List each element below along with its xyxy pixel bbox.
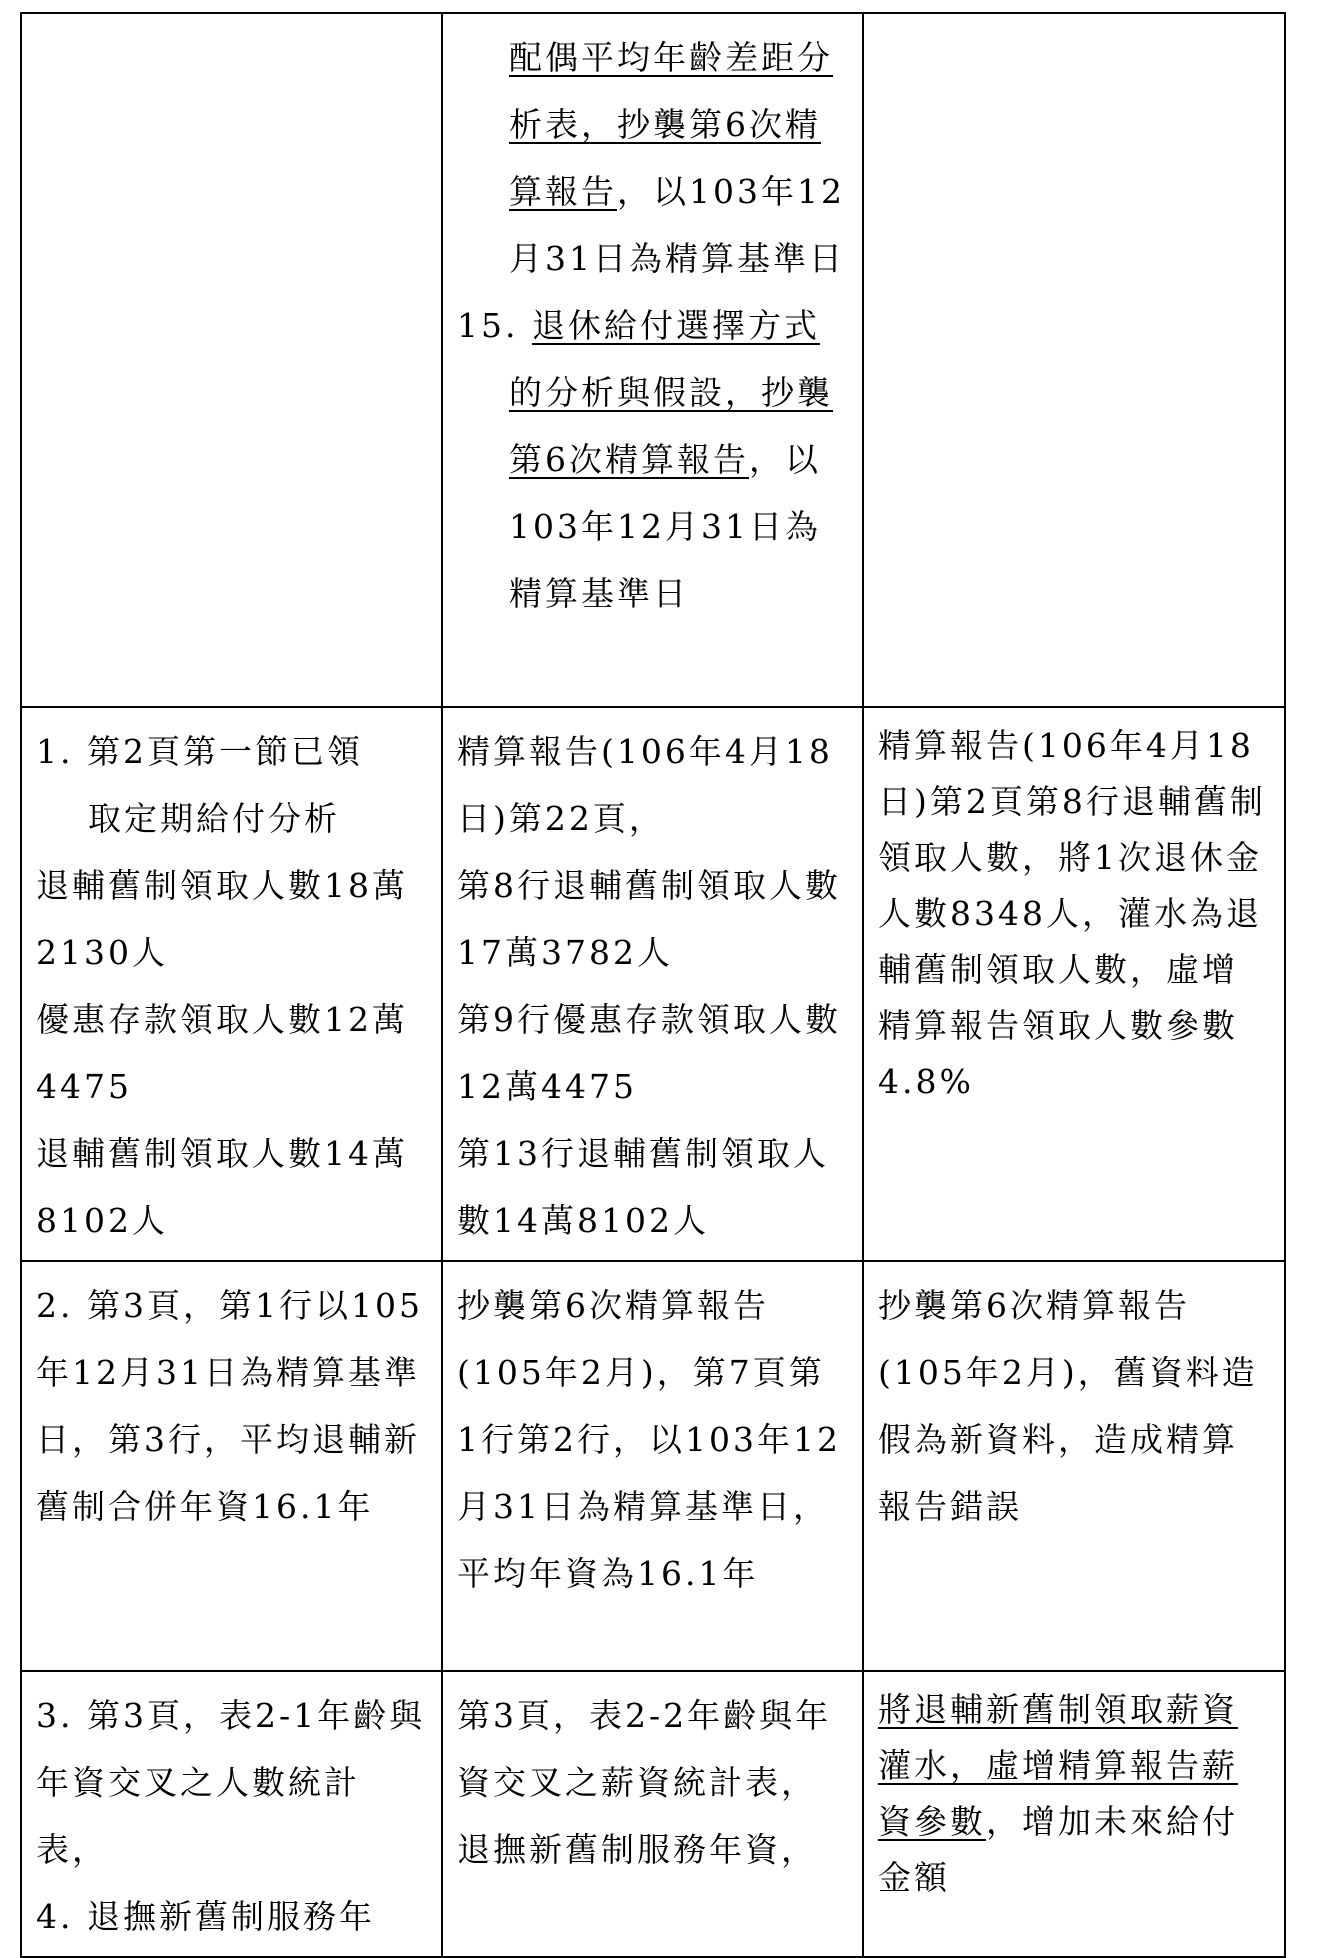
paragraph (878, 1682, 1270, 1906)
paragraph: 精算報告(106年4月18日)第22頁， (456, 732, 833, 838)
item-text: ，以103年12月31日為精算基準日 (508, 440, 821, 613)
paragraph: 退輔舊制領取人數18萬2130人 (36, 866, 408, 972)
table-row (21, 707, 1285, 1261)
item-text: ，以103年12月31日為精算基準日 (508, 172, 845, 278)
cell-row3-col2 (442, 1671, 863, 1957)
paragraph: 3. 第3頁，表2-1年齡與年資交叉之人數統計表， (36, 1696, 426, 1869)
comparison-table (20, 12, 1286, 1958)
cell-row0-col3 (863, 13, 1285, 707)
table-row (21, 13, 1285, 707)
table-row (21, 1671, 1285, 1957)
paragraph: 第9行優惠存款領取人數12萬4475 (456, 1000, 841, 1106)
paragraph: 2. 第3頁，第1行以105年12月31日為精算基準日，第3行，平均退輔新舊制合併年資16.1年 (36, 1286, 423, 1526)
cell-row3-col1 (21, 1671, 442, 1957)
list-item-15 (457, 292, 848, 627)
cell-row1-col3 (863, 707, 1285, 1261)
continued-item (457, 24, 848, 292)
cell-row1-col2 (442, 707, 863, 1261)
cell-row3-col3 (863, 1671, 1285, 1957)
paragraph: 抄襲第6次精算報告(105年2月)，舊資料造假為新資料，造成精算報告錯誤 (877, 1286, 1258, 1526)
table-row (21, 1261, 1285, 1671)
underlined-text: 退休給付選擇方式的分析與假設，抄襲第6次精算報告 (508, 306, 833, 479)
paragraph: 抄襲第6次精算報告(105年2月)，第7頁第1行第2行，以103年12月31日為精算基準日，平均年資為16.1年 (456, 1286, 841, 1593)
paragraph: 第13行退輔舊制領取人數14萬8102人 (456, 1134, 829, 1240)
cell-row2-col1 (21, 1261, 442, 1671)
cell-row2-col2 (442, 1261, 863, 1671)
item-heading-cont: 取定期給付分析 (88, 799, 340, 838)
cell-row0-col2 (442, 13, 863, 707)
cell-row1-col1 (21, 707, 442, 1261)
cell-row0-col1 (21, 13, 442, 707)
cell-row2-col3 (863, 1261, 1285, 1671)
item-text: ，增加未來給付金額 (877, 1802, 1238, 1897)
item-number: 15. (456, 306, 519, 345)
paragraph: 第3頁，表2-2年齡與年資交叉之薪資統計表，退撫新舊制服務年資， (456, 1696, 832, 1869)
underlined-text: 將退輔新舊制領取薪資灌水，虛增精算報告薪資參數 (877, 1690, 1238, 1841)
paragraph: 退輔舊制領取人數14萬8102人 (36, 1134, 408, 1240)
underlined-text: 配偶平均年齡差距分析表，抄襲第6次精算報告 (508, 38, 833, 211)
paragraph: 第8行退輔舊制領取人數17萬3782人 (456, 866, 841, 972)
paragraph: 精算報告(106年4月18日)第2頁第8行退輔舊制領取人數，將1次退休金人數8348人，灌水為退輔舊制領取人數，虛增精算報告領取人數參數4.8% (877, 726, 1266, 1101)
paragraph: 4. 退撫新舊制服務年 (36, 1897, 375, 1936)
paragraph: 優惠存款領取人數12萬4475 (36, 1000, 408, 1106)
item-heading: 1. 第2頁第一節已領 (36, 732, 363, 771)
